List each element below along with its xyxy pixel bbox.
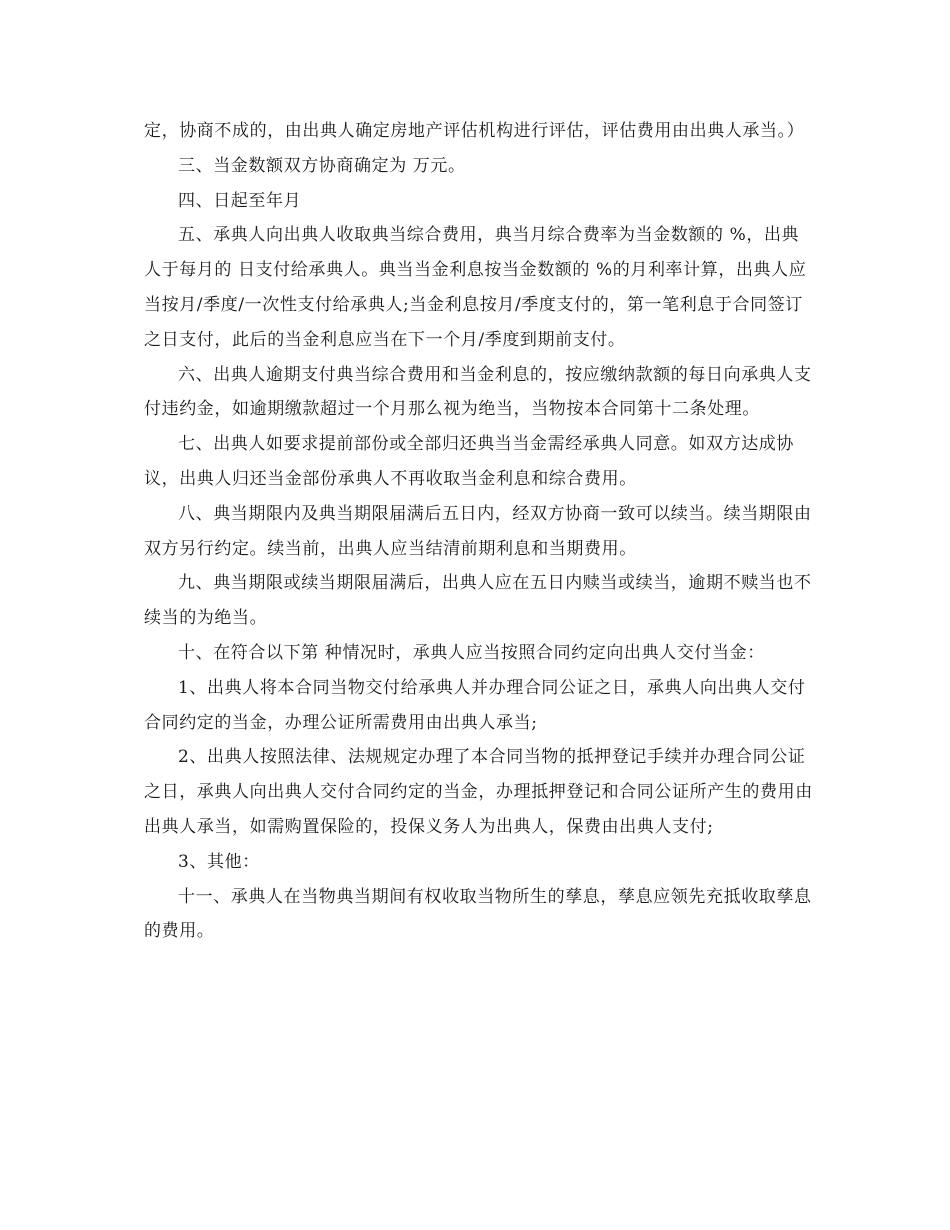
paragraph-continuation: 定，协商不成的，由出典人确定房地产评估机构进行评估，评估费用由出典人承当。） [144,121,805,141]
paragraph-clause-8: 八、典当期限内及典当期限届满后五日内，经双方协商一致可以续当。续当期限由双方另行约定。续当前，出典人应当结清前期利息和当期费用。 [144,503,812,559]
paragraph-clause-10: 十、在符合以下第 种情况时，承典人应当按照合同约定向出典人交付当金： [178,642,765,663]
paragraph-clause-9: 九、典当期限或续当期限届满后，出典人应在五日内赎当或续当，逾期不赎当也不续当的为绝当。 [144,573,812,629]
paragraph-clause-6: 六、出典人逾期支付典当综合费用和当金利息的，按应缴纳款额的每日向承典人支付违约金，如逾期缴款超过一个月那么视为绝当，当物按本合同第十二条处理。 [144,364,812,420]
paragraph-clause-10-item-3: 3、其他： [178,851,260,872]
paragraph-clause-10-item-2: 2、出典人按照法律、法规规定办理了本合同当物的抵押登记手续并办理合同公证之日，承典人向出典人交付合同约定的当金，办理抵押登记和合同公证所产生的费用由出典人承当，如需购置保险的，投保义务人为出典人，保费由出典人支付; [144,747,813,837]
paragraph-clause-11: 十一、承典人在当物典当期间有权收取当物所生的孳息，孳息应领先充抵收取孳息的费用。 [144,886,812,942]
paragraph-clause-10-item-1: 1、出典人将本合同当物交付给承典人并办理合同公证之日，承典人向出典人交付合同约定的当金，办理公证所需费用由出典人承当; [144,677,806,733]
paragraph-clause-4: 四、日起至年月 [178,190,302,211]
document-body [144,114,814,949]
paragraph-clause-3: 三、当金数额双方协商确定为 万元。 [178,155,466,176]
paragraph-clause-7: 七、出典人如要求提前部份或全部归还典当当金需经承典人同意。如双方达成协议，出典人归还当金部份承典人不再收取当金利息和综合费用。 [144,434,794,489]
paragraph-clause-5: 五、承典人向出典人收取典当综合费用，典当月综合费率为当金数额的 %，出典人于每月的 日支付给承典人。典当当金利息按当金数额的 %的月利率计算，出典人应当按月/季度/一次性支付给承典人;当金利息按月/季度支付的，第一笔利息于合同签订之日支付，此后的当金利息应当在下一个月/季度到期前支付。 [144,225,807,350]
